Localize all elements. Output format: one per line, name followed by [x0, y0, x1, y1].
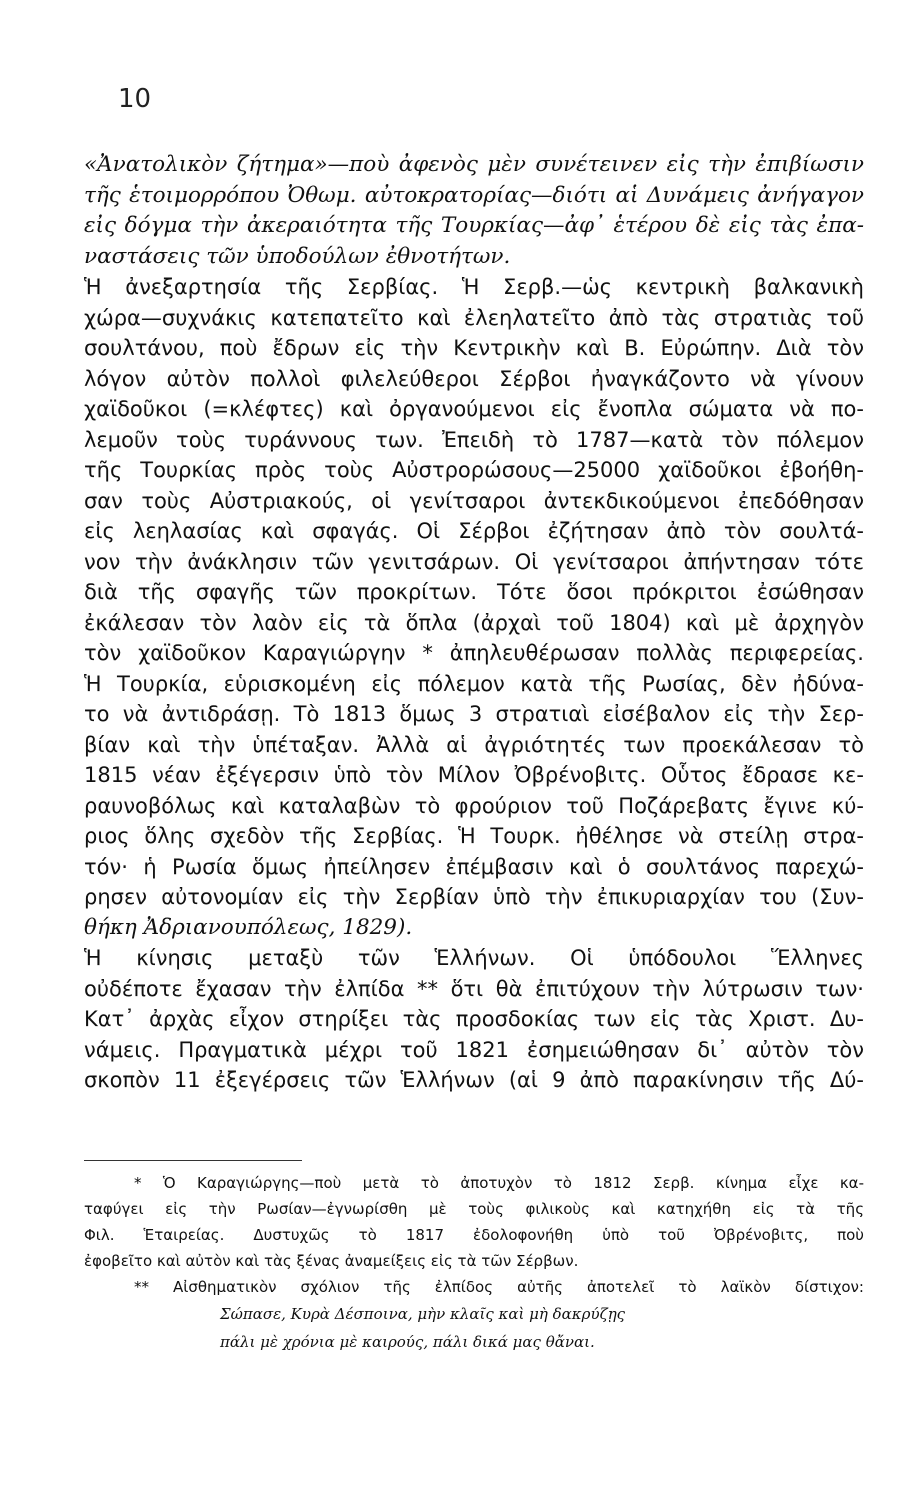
text-line: λόγον αὐτὸν πολλοὶ φιλελεύθεροι Σέρβοι ἠναγκάζοντο νὰ γίνουν [84, 366, 864, 391]
section-heading-greeks: Ἡ κίνησις μεταξὺ τῶν Ἑλλήνων. Οἱ ὑπόδουλοι Ἕλληνες [84, 946, 864, 970]
text-line: σαν τοὺς Αὐστριακούς, οἱ γενίτσαροι ἀντεκδικούμενοι ἐπεδόθησαν [84, 488, 864, 513]
text-line: εἰς λεηλασίας καὶ σφαγάς. Οἱ Σέρβοι ἐζήτησαν ἀπὸ τὸν σουλτά- [84, 519, 864, 543]
text-line: το νὰ ἀντιδράσῃ. Τὸ 1813 ὅμως 3 στρατιαὶ εἰσέβαλον εἰς τὴν Σερ- [84, 702, 864, 726]
text-line: τῆς Τουρκίας πρὸς τοὺς Αὐστρορώσους—25000 χαϊδοῦκοι ἐβοήθη- [84, 458, 864, 482]
text-line: τὸν χαϊδοῦκον Καραγιώργην * ἀπηλευθέρωσαν πολλὰς περιφερείας. [84, 641, 864, 665]
text-line: σκοπὸν 11 ἐξεγέρσεις τῶν Ἑλλήνων (αἱ 9 ἀπὸ παρακίνησιν τῆς Δύ- [84, 1068, 864, 1092]
text-line: ναστάσεις τῶν ὑποδούλων ἐθνοτήτων. [84, 243, 511, 269]
page-number: 10 [118, 84, 152, 114]
text-line: νον τὴν ἀνάκλησιν τῶν γενιτσάρων. Οἱ γενίτσαροι ἀπήντησαν τότε [84, 549, 864, 574]
text-line: τῆς ἑτοιμορρόπου Ὀθωμ. αὐτοκρατορίας—διότι αἱ Δυνάμεις ἀνήγαγον [84, 182, 864, 208]
text-line: χώρα—συχνάκις κατεπατεῖτο καὶ ἐλεηλατεῖτο ἀπὸ τὰς στρατιὰς τοῦ [84, 305, 864, 330]
text-line: τόν· ἡ Ρωσία ὅμως ἠπείλησεν ἐπέμβασιν καὶ ὁ σουλτάνος παρεχώ- [84, 854, 864, 879]
text-line: ριος ὅλης σχεδὸν τῆς Σερβίας. Ἡ Τουρκ. ἠθέλησε νὰ στείλῃ στρα- [84, 824, 864, 848]
footnote-line: Φιλ. Ἑταιρείας. Δυστυχῶς τὸ 1817 ἐδολοφονήθη ὑπὸ τοῦ Ὀβρένοβιτς, ποὺ [84, 1226, 864, 1244]
text-line: ρησεν αὐτονομίαν εἰς τὴν Σερβίαν ὑπὸ τὴν ἐπικυριαρχίαν του (Συν- [84, 885, 864, 909]
text-line: βίαν καὶ τὴν ὑπέταξαν. Ἀλλὰ αἱ ἀγριότητές των προεκάλεσαν τὸ [84, 732, 864, 757]
footnotes [84, 1170, 864, 1356]
text-line: 1815 νέαν ἐξέγερσιν ὑπὸ τὸν Μίλον Ὀβρένοβιτς. Οὗτος ἔδρασε κε- [84, 763, 864, 787]
text-line: νάμεις. Πραγματικὰ μέχρι τοῦ 1821 ἐσημειώθησαν δι᾽ αὐτὸν τὸν [84, 1037, 864, 1062]
text-line: λεμοῦν τοὺς τυράννους των. Ἐπειδὴ τὸ 1787—κατὰ τὸν πόλεμον [84, 427, 864, 452]
text-line: οὐδέποτε ἔχασαν τὴν ἐλπίδα ** ὅτι θὰ ἐπιτύχουν τὴν λύτρωσιν των· [84, 976, 864, 1001]
verse-line: πάλι μὲ χρόνια μὲ καιρούς, πάλι δικά μας θἄναι. [220, 1333, 595, 1351]
text-line: σουλτάνου, ποὺ ἔδρων εἰς τὴν Κεντρικὴν καὶ Β. Εὐρώπην. Διὰ τὸν [84, 336, 864, 360]
footnote-line: ἐφοβεῖτο καὶ αὐτὸν καὶ τὰς ξένας ἀναμείξεις εἰς τὰ τῶν Σέρβων. [84, 1252, 579, 1270]
footnote-line: ** Αἰσθηματικὸν σχόλιον τῆς ἐλπίδος αὐτῆς ἀποτελεῖ τὸ λαϊκὸν δίστιχον: [134, 1278, 864, 1296]
text-line: ἐκάλεσαν τὸν λαὸν εἰς τὰ ὅπλα (ἀρχαὶ τοῦ 1804) καὶ μὲ ἀρχηγὸν [84, 610, 864, 635]
verse-line: Σώπασε, Κυρὰ Δέσποινα, μὴν κλαῖς καὶ μὴ δακρύζῃς [220, 1305, 626, 1323]
text-line: «Ἀνατολικὸν ζήτημα»—ποὺ ἀφενὸς μὲν συνέτεινεν εἰς τὴν ἐπιβίωσιν [84, 152, 864, 177]
footnote-line: * Ὁ Καραγιώργης—ποὺ μετὰ τὸ ἀποτυχὸν τὸ 1812 Σερβ. κίνημα εἶχε κα- [134, 1174, 864, 1192]
text-line: εἰς δόγμα τὴν ἀκεραιότητα τῆς Τουρκίας—ἀφ᾽ ἑτέρου δὲ εἰς τὰς ἐπα- [84, 213, 864, 238]
footnote-line: ταφύγει εἰς τὴν Ρωσίαν—ἐγνωρίσθη μὲ τοὺς φιλικοὺς καὶ κατηχήθη εἰς τὰ τῆς [84, 1200, 864, 1218]
body-text [84, 150, 864, 1096]
footnote-divider [84, 1160, 302, 1161]
text-line: χαϊδοῦκοι (=κλέφτες) καὶ ὀργανούμενοι εἰς ἔνοπλα σώματα νὰ πο- [84, 397, 864, 421]
text-line: διὰ τῆς σφαγῆς τῶν προκρίτων. Τότε ὅσοι πρόκριτοι ἐσώθησαν [84, 580, 864, 604]
text-line: Κατ᾽ ἀρχὰς εἶχον στηρίξει τὰς προσδοκίας των εἰς τὰς Χριστ. Δυ- [84, 1007, 864, 1031]
text-line: Ἡ Τουρκία, εὑρισκομένη εἰς πόλεμον κατὰ τῆς Ρωσίας, δὲν ἠδύνα- [84, 671, 864, 696]
text-line: ραυνοβόλως καὶ καταλαβὼν τὸ φρούριον τοῦ Ποζάρεβατς ἔγινε κύ- [84, 793, 864, 818]
section-heading-serbia: Ἡ ἀνεξαρτησία τῆς Σερβίας. Ἡ Σερβ.—ὡς κεντρικὴ βαλκανικὴ [84, 275, 864, 299]
text-line: θήκη Ἀδριανουπόλεως, 1829). [84, 914, 413, 940]
